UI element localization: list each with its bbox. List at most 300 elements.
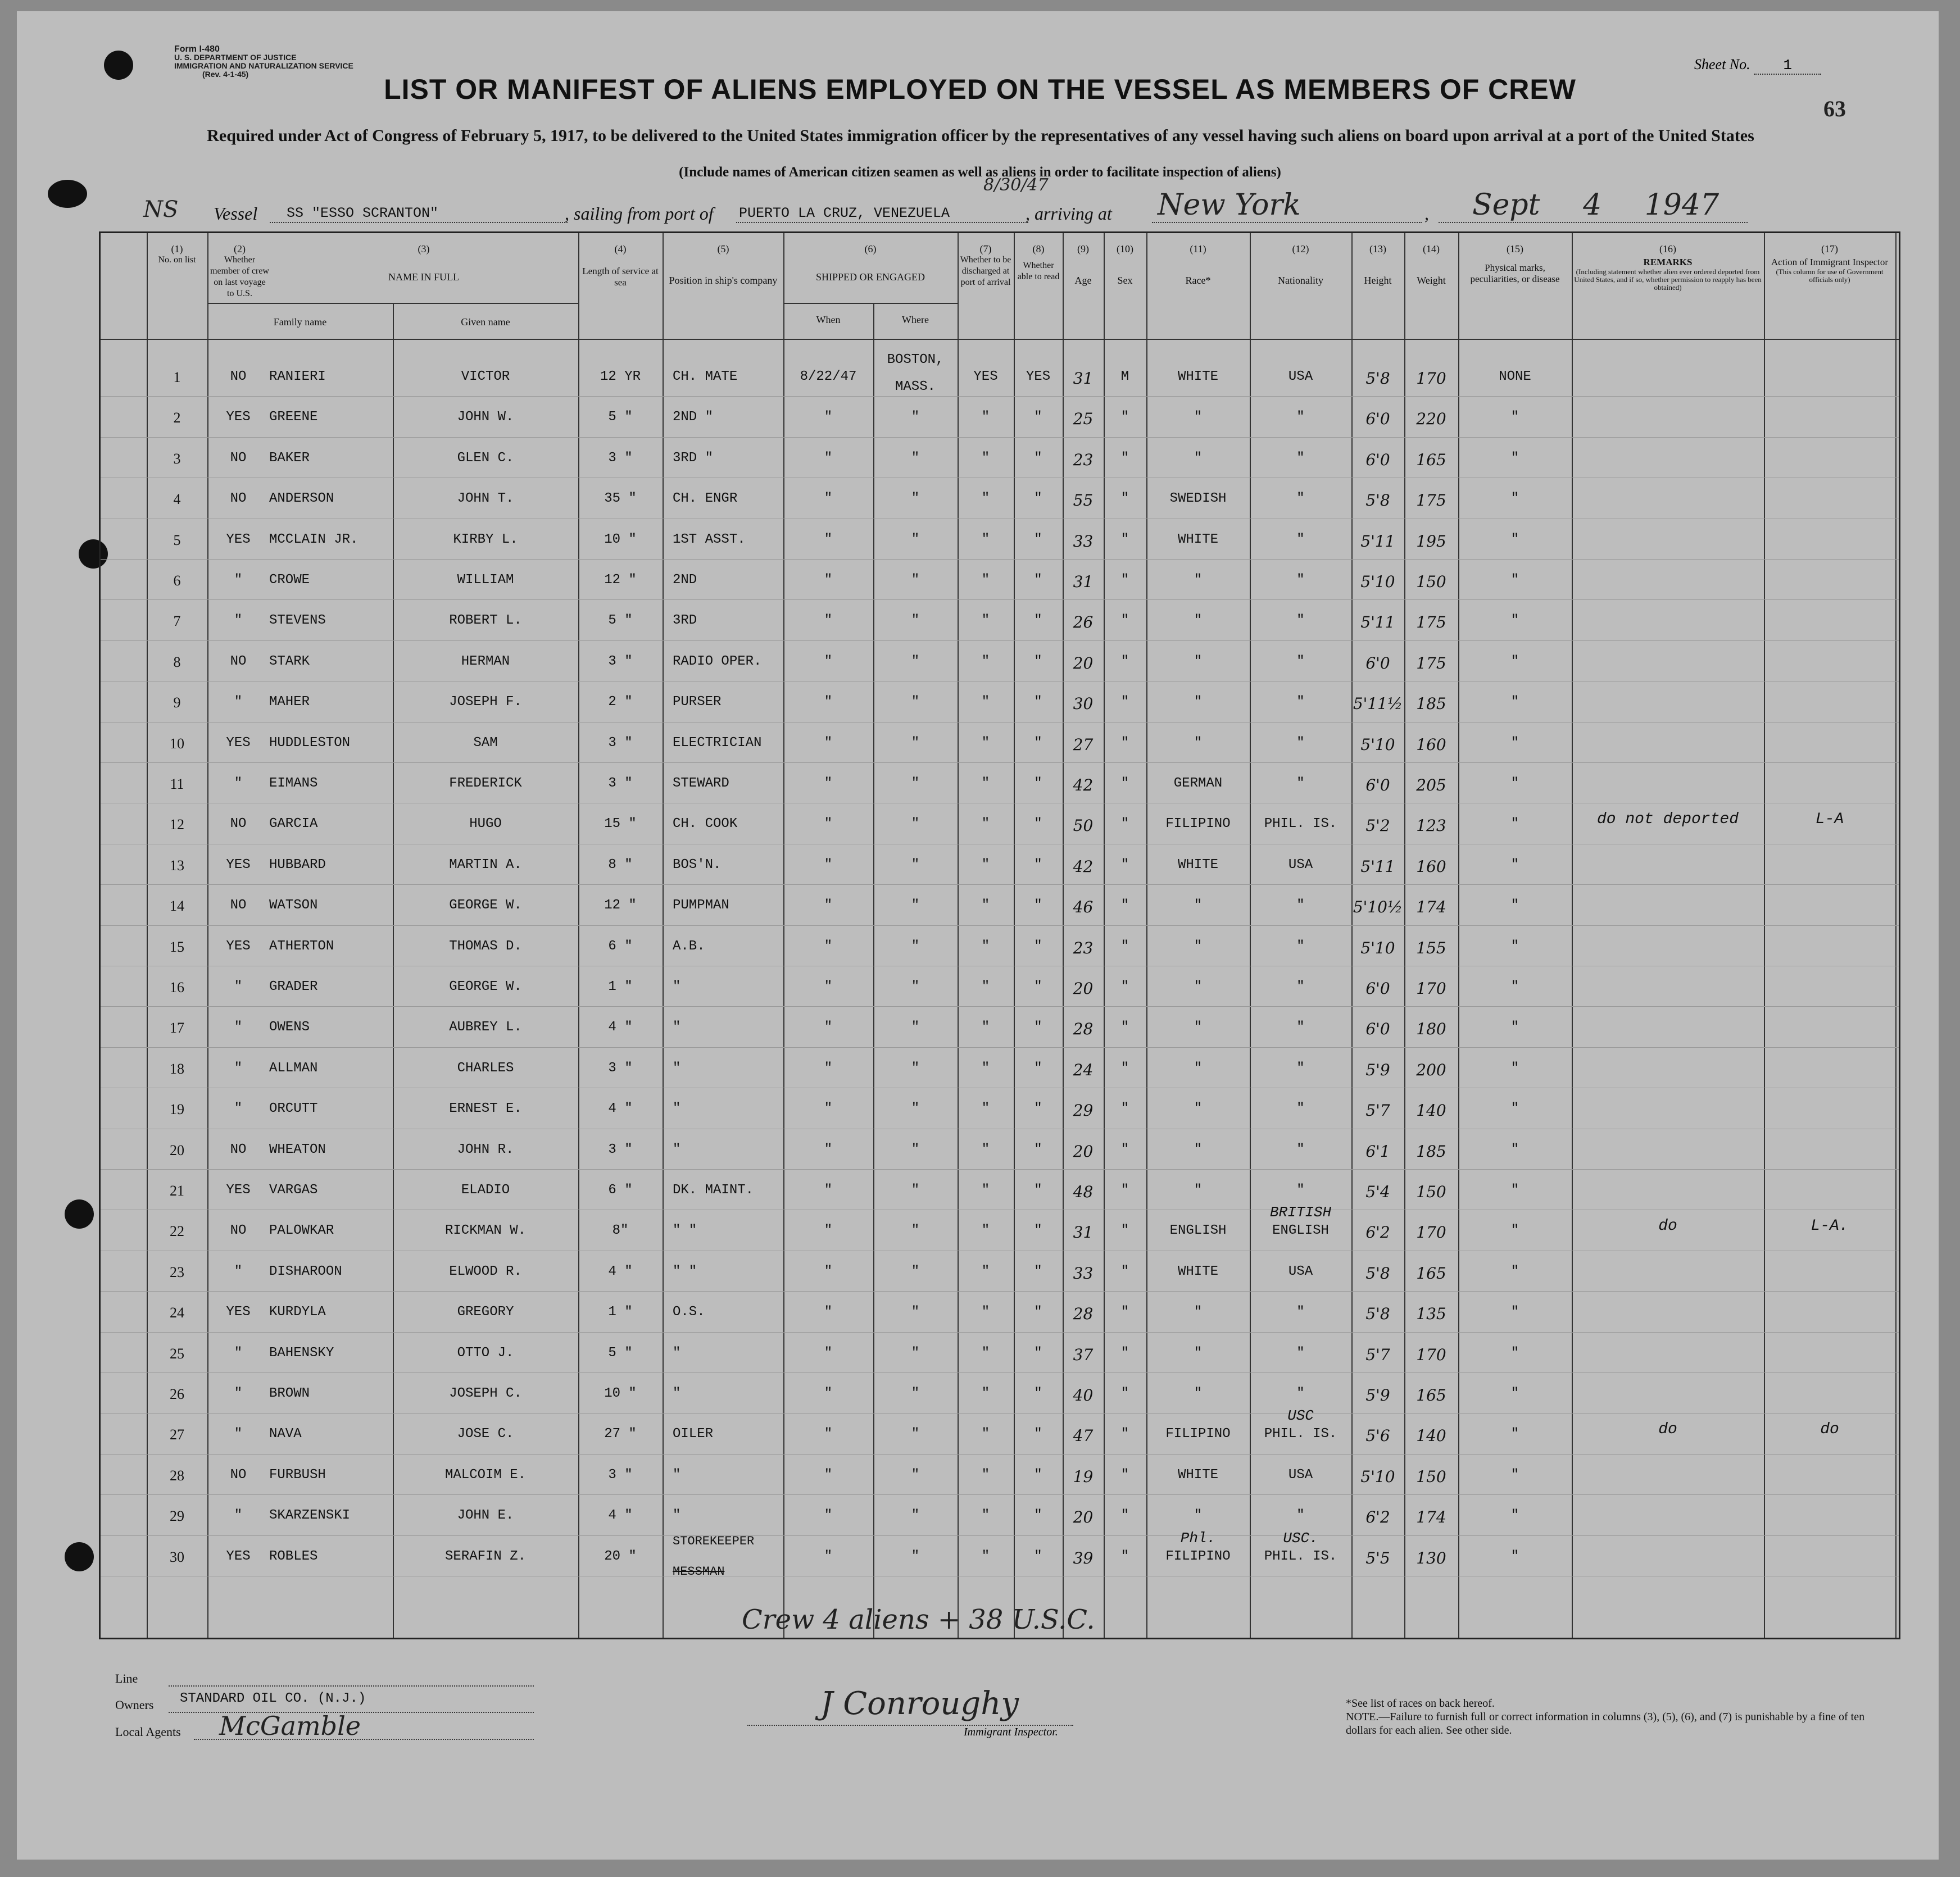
- cell-sex: ": [1120, 1142, 1129, 1157]
- cell-family: STARK: [269, 653, 310, 669]
- arrival-date-hand: Sept 4 1947: [1472, 188, 1719, 222]
- cell-where: ": [911, 531, 920, 547]
- cell-age: 24: [1073, 1060, 1094, 1079]
- owners-value: STANDARD OIL CO. (N.J.): [180, 1691, 366, 1706]
- cell-age: 55: [1073, 491, 1094, 510]
- cell-prior: ": [234, 979, 243, 994]
- cell-height: 5'5: [1365, 1548, 1390, 1567]
- cell-weight: 150: [1416, 1467, 1446, 1486]
- cell-when: ": [824, 410, 833, 425]
- cell-read: ": [1034, 1345, 1042, 1361]
- cell-service: 1 ": [608, 979, 633, 994]
- cell-disch: ": [981, 1508, 990, 1524]
- col3-given-header: Given name: [461, 316, 510, 328]
- cell-marks: ": [1510, 531, 1519, 547]
- sailing-label: , sailing from port of: [565, 203, 714, 224]
- cell-sex: ": [1120, 898, 1129, 913]
- table-row: [101, 887, 1899, 924]
- cell-marks: ": [1510, 857, 1519, 872]
- cell-age: 33: [1073, 531, 1094, 551]
- cell-read: ": [1034, 898, 1042, 913]
- cell-nat: ENGLISH: [1272, 1223, 1329, 1239]
- cell-race: ": [1194, 410, 1203, 425]
- cell-prior: YES: [226, 857, 251, 872]
- department: U. S. DEPARTMENT OF JUSTICE: [174, 53, 297, 62]
- cell-weight: 170: [1416, 1223, 1446, 1242]
- cell-given: GREGORY: [457, 1305, 514, 1320]
- cell-age: 25: [1073, 410, 1094, 429]
- cell-position: OILER: [673, 1426, 714, 1442]
- cell-marks: ": [1510, 1345, 1519, 1361]
- cell-read: ": [1034, 1548, 1042, 1564]
- cell-height: 5'10: [1360, 572, 1395, 591]
- table-row: [101, 1049, 1899, 1087]
- cell-race: ": [1194, 1305, 1203, 1320]
- cell-read: ": [1034, 1101, 1042, 1117]
- cell-no: 15: [170, 938, 184, 955]
- cell-disch: ": [981, 1142, 990, 1157]
- agents-hand: McGamble: [219, 1711, 361, 1741]
- cell-when: ": [824, 857, 833, 872]
- cell-read: ": [1034, 1020, 1042, 1035]
- binder-hole: [48, 180, 87, 208]
- line-label: Line: [115, 1671, 138, 1685]
- table-row: [101, 1529, 1899, 1579]
- cell-where: ": [911, 1223, 920, 1239]
- cell-sex: ": [1120, 613, 1129, 629]
- cell-prior: YES: [226, 531, 251, 547]
- cell-weight: 150: [1416, 1183, 1446, 1201]
- cell-position: 3RD: [673, 613, 697, 629]
- cell-given: JOHN E.: [457, 1508, 514, 1524]
- cell-race: ": [1194, 938, 1203, 954]
- cell-nat: ": [1296, 410, 1305, 425]
- cell-when: ": [824, 613, 833, 629]
- cell-age: 40: [1073, 1386, 1094, 1405]
- cell-prior: ": [234, 613, 243, 629]
- col15-header: (15) Physical marks, peculiarities, or disease: [1470, 243, 1560, 284]
- cell-disch: ": [981, 1264, 990, 1279]
- cell-sex: ": [1120, 857, 1129, 872]
- cell-given: GEORGE W.: [449, 979, 522, 994]
- cell-where: ": [911, 857, 920, 872]
- sheet-label: Sheet No.: [1694, 56, 1750, 72]
- cell-weight: 150: [1416, 572, 1446, 591]
- cell-weight: 220: [1416, 410, 1446, 429]
- cell-prior: NO: [230, 816, 247, 832]
- cell-weight: 130: [1416, 1548, 1446, 1567]
- cell-no: 27: [170, 1426, 184, 1443]
- cell-no: 23: [170, 1264, 184, 1280]
- cell-service: 10 ": [604, 1386, 637, 1401]
- cell-service: 3 ": [608, 735, 633, 751]
- cell-weight: 174: [1416, 1508, 1446, 1527]
- cell-service: 6 ": [608, 938, 633, 954]
- col9-header: (9) Age: [1074, 243, 1092, 286]
- table-row: [101, 602, 1899, 639]
- cell-service: 5 ": [608, 1345, 633, 1361]
- cell-nat: ": [1296, 531, 1305, 547]
- cell-race: FILIPINO: [1165, 816, 1231, 832]
- cell-height: 5'10: [1360, 735, 1395, 754]
- cell-service: 2 ": [608, 694, 633, 710]
- cell-no: 6: [173, 572, 181, 589]
- cell-race: FILIPINO: [1165, 1548, 1231, 1564]
- cell-read: ": [1034, 531, 1042, 547]
- cell-age: 20: [1073, 1508, 1094, 1527]
- cell-sex: ": [1120, 1467, 1129, 1483]
- cell-no: 28: [170, 1467, 184, 1484]
- cell-nat: USA: [1288, 1264, 1313, 1279]
- cell-sex: ": [1120, 1508, 1129, 1524]
- cell-position: 2ND ": [673, 410, 714, 425]
- cell-age: 27: [1073, 735, 1094, 754]
- cell-nat: ": [1296, 735, 1305, 751]
- vessel-label: Vessel: [214, 203, 258, 224]
- cell-given: SERAFIN Z.: [444, 1548, 527, 1564]
- cell-prior: NO: [230, 1467, 247, 1483]
- cell-sex: ": [1120, 1223, 1129, 1239]
- cell-nat: PHIL. IS.: [1264, 1548, 1337, 1564]
- table-row: [101, 1171, 1899, 1208]
- cell-sex: ": [1120, 1345, 1129, 1361]
- cell-position: BOS'N.: [673, 857, 722, 872]
- cell-service: 12 YR: [600, 369, 641, 384]
- cell-height: 6'1: [1365, 1142, 1390, 1161]
- cell-position: ": [673, 1345, 681, 1361]
- cell-family: CROWE: [269, 572, 310, 588]
- cell-race: ": [1194, 450, 1203, 466]
- binder-hole: [65, 1199, 94, 1229]
- cell-disch: ": [981, 1183, 990, 1198]
- cell-height: 5'9: [1365, 1060, 1390, 1079]
- cell-sex: ": [1120, 1548, 1129, 1564]
- cell-prior: YES: [226, 735, 251, 751]
- cell-where: ": [911, 1101, 920, 1117]
- cell-service: 1 ": [608, 1305, 633, 1320]
- cell-marks: ": [1510, 410, 1519, 425]
- cell-age: 46: [1073, 898, 1094, 917]
- cell-no: 29: [170, 1508, 184, 1525]
- cell-weight: 135: [1416, 1305, 1446, 1324]
- cell-where: ": [911, 1467, 920, 1483]
- cell-no: 19: [170, 1101, 184, 1118]
- cell-when: ": [824, 979, 833, 994]
- cell-sex: ": [1120, 1020, 1129, 1035]
- cell-when: ": [824, 653, 833, 669]
- col16-header: (16) REMARKS (Including statement whether alien ever ordered deported from United States, and if so, whether permission to reapply has been obtained): [1574, 243, 1762, 292]
- cell-height: 5'7: [1365, 1345, 1390, 1364]
- cell-height: 6'2: [1365, 1223, 1390, 1242]
- cell-family: VARGAS: [269, 1183, 318, 1198]
- cell-age: 33: [1073, 1264, 1094, 1283]
- cell-weight: 175: [1416, 491, 1446, 510]
- table-row: [101, 1456, 1899, 1493]
- cell-nat: ": [1296, 572, 1305, 588]
- table-row: [101, 1497, 1899, 1534]
- cell-prior: ": [234, 1020, 243, 1035]
- cell-race: ": [1194, 1386, 1203, 1401]
- service: IMMIGRATION AND NATURALIZATION SERVICE: [174, 61, 353, 70]
- cell-marks: ": [1510, 776, 1519, 791]
- cell-no: 12: [170, 816, 184, 833]
- cell-height: 5'10: [1360, 938, 1395, 957]
- cell-marks: ": [1510, 491, 1519, 507]
- cell-when: ": [824, 1305, 833, 1320]
- cell-age: 23: [1073, 938, 1094, 957]
- cell-prior: ": [234, 1386, 243, 1401]
- cell-given: ELWOOD R.: [449, 1264, 522, 1279]
- cell-action: L-A: [1815, 811, 1844, 829]
- cell-marks: ": [1510, 1101, 1519, 1117]
- table-row: [101, 805, 1899, 842]
- cell-height: 5'8: [1365, 1305, 1390, 1324]
- cell-nat: ": [1296, 1020, 1305, 1035]
- cell-service: 4 ": [608, 1020, 633, 1035]
- cell-disch: ": [981, 531, 990, 547]
- cell-where: ": [911, 1508, 920, 1524]
- cell-family: HUDDLESTON: [269, 735, 351, 751]
- cell-where: ": [911, 653, 920, 669]
- cell-weight: 165: [1416, 1264, 1446, 1283]
- nationality-hand-note: USC: [1287, 1407, 1314, 1425]
- cell-where: ": [911, 1305, 920, 1320]
- cell-given: JOHN W.: [457, 410, 514, 425]
- cell-prior: NO: [230, 1142, 247, 1157]
- col3-header: (3) NAME IN FULL: [388, 243, 459, 283]
- table-row: [101, 1008, 1899, 1046]
- cell-given: ROBERT L.: [449, 613, 522, 629]
- cell-disch: ": [981, 938, 990, 954]
- cell-where: ": [911, 979, 920, 994]
- cell-read: ": [1034, 1386, 1042, 1401]
- cell-service: 5 ": [608, 613, 633, 629]
- cell-family: NAVA: [269, 1426, 302, 1442]
- cell-no: 3: [173, 450, 181, 467]
- cell-weight: 175: [1416, 613, 1446, 632]
- cell-when: 8/22/47: [800, 369, 857, 384]
- table-row: [101, 352, 1899, 395]
- revision: (Rev. 4-1-45): [202, 70, 249, 79]
- cell-service: 12 ": [604, 572, 637, 588]
- cell-when: ": [824, 1386, 833, 1401]
- cell-prior: ": [234, 1345, 243, 1361]
- sailing-date-hand: 8/30/47: [983, 175, 1049, 195]
- cell-where: ": [911, 898, 920, 913]
- cell-family: BAKER: [269, 450, 310, 466]
- cell-when: ": [824, 1345, 833, 1361]
- cell-position: 3RD ": [673, 450, 714, 466]
- cell-marks: ": [1510, 694, 1519, 710]
- cell-service: 3 ": [608, 1142, 633, 1157]
- cell-given: HERMAN: [461, 653, 510, 669]
- cell-given: JOSEPH F.: [449, 694, 522, 710]
- cell-service: 35 ": [604, 491, 637, 507]
- table-row: [101, 398, 1899, 435]
- cell-remarks: do not deported: [1596, 811, 1739, 829]
- cell-prior: ": [234, 694, 243, 710]
- cell-no: 1: [173, 369, 181, 385]
- cell-when: ": [824, 1264, 833, 1279]
- cell-where: ": [911, 1426, 920, 1442]
- cell-nat: ": [1296, 1345, 1305, 1361]
- table-row: [101, 521, 1899, 558]
- arriving-label: , arriving at: [1026, 203, 1112, 224]
- cell-disch: ": [981, 1345, 990, 1361]
- cell-marks: ": [1510, 898, 1519, 913]
- cell-race: WHITE: [1177, 1264, 1218, 1279]
- cell-read: ": [1034, 1223, 1042, 1239]
- cell-position: A.B.: [673, 938, 705, 954]
- cell-read: ": [1034, 572, 1042, 588]
- form-number: Form I-480: [174, 44, 220, 54]
- page-title: LIST OR MANIFEST OF ALIENS EMPLOYED ON THE VESSEL AS MEMBERS OF CREW: [384, 74, 1576, 105]
- col6-when-header: When: [816, 314, 841, 325]
- cell-given: JOSE C.: [457, 1426, 514, 1442]
- cell-prior: YES: [226, 410, 251, 425]
- cell-age: 48: [1073, 1183, 1094, 1201]
- owners-label: Owners: [115, 1698, 154, 1712]
- cell-sex: ": [1120, 1060, 1129, 1076]
- cell-where: ": [911, 450, 920, 466]
- cell-when: ": [824, 491, 833, 507]
- cell-nat: ": [1296, 1305, 1305, 1320]
- cell-marks: ": [1510, 1020, 1519, 1035]
- cell-race: WHITE: [1177, 531, 1218, 547]
- cell-when: ": [824, 531, 833, 547]
- cell-where: ": [911, 938, 920, 954]
- cell-race: ": [1194, 653, 1203, 669]
- cell-height: 5'8: [1365, 369, 1390, 388]
- table-row: [101, 1293, 1899, 1330]
- cell-nat: ": [1296, 1183, 1305, 1198]
- cell-marks: ": [1510, 1223, 1519, 1239]
- cell-when: ": [824, 1183, 833, 1198]
- table-row: [101, 1090, 1899, 1127]
- cell-where: ": [911, 1548, 920, 1564]
- cell-disch: ": [981, 776, 990, 791]
- cell-race: ENGLISH: [1169, 1223, 1227, 1239]
- cell-disch: ": [981, 694, 990, 710]
- cell-sex: ": [1120, 1386, 1129, 1401]
- cell-age: 50: [1073, 816, 1094, 835]
- cell-service: 8 ": [608, 857, 633, 872]
- cell-read: ": [1034, 694, 1042, 710]
- cell-height: 5'6: [1365, 1426, 1390, 1446]
- cell-nat: ": [1296, 450, 1305, 466]
- table-row: [101, 480, 1899, 517]
- cell-family: FURBUSH: [269, 1467, 326, 1483]
- cell-race: ": [1194, 898, 1203, 913]
- cell-where: ": [911, 735, 920, 751]
- cell-height: 5'11: [1360, 857, 1395, 876]
- cell-family: WATSON: [269, 898, 318, 913]
- cell-prior: ": [234, 1508, 243, 1524]
- cell-height: 5'11: [1360, 613, 1395, 632]
- cell-service: 3 ": [608, 450, 633, 466]
- cell-nat: ": [1296, 938, 1305, 954]
- cell-when: ": [824, 572, 833, 588]
- race-note: *See list of races on back hereof.: [1346, 1697, 1495, 1710]
- cell-no: 18: [170, 1060, 184, 1077]
- cell-when: ": [824, 1142, 833, 1157]
- cell-no: 25: [170, 1345, 184, 1362]
- page-number: 63: [1823, 96, 1846, 121]
- cell-height: 6'0: [1365, 653, 1390, 672]
- cell-weight: 140: [1416, 1426, 1446, 1446]
- cell-when: ": [824, 1223, 833, 1239]
- cell-race: ": [1194, 1142, 1203, 1157]
- cell-marks: ": [1510, 572, 1519, 588]
- cell-prior: ": [234, 1060, 243, 1076]
- cell-read: ": [1034, 1467, 1042, 1483]
- cell-action: L-A.: [1811, 1217, 1849, 1235]
- cell-where: ": [911, 816, 920, 832]
- cell-disch: ": [981, 572, 990, 588]
- cell-nat: ": [1296, 898, 1305, 913]
- cell-nat: PHIL. IS.: [1264, 816, 1337, 832]
- cell-nat: PHIL. IS.: [1264, 1426, 1337, 1442]
- cell-nat: ": [1296, 1060, 1305, 1076]
- cell-race: ": [1194, 1060, 1203, 1076]
- cell-weight: 155: [1416, 938, 1446, 957]
- cell-read: ": [1034, 1426, 1042, 1442]
- cell-disch: ": [981, 1060, 990, 1076]
- col17-header: (17) Action of Immigrant Inspector (This column for use of Government officials only): [1771, 243, 1889, 284]
- cell-position: PURSER: [673, 694, 722, 710]
- cell-nat: ": [1296, 653, 1305, 669]
- cell-race: WHITE: [1177, 857, 1218, 872]
- cell-age: 31: [1073, 369, 1094, 388]
- cell-race: ": [1194, 979, 1203, 994]
- cell-family: ANDERSON: [269, 491, 334, 507]
- cell-given: OTTO J.: [457, 1345, 514, 1361]
- cell-no: 8: [173, 653, 181, 670]
- cell-service: 20 ": [604, 1548, 637, 1564]
- cell-prior: ": [234, 1101, 243, 1117]
- cell-where: ": [911, 1060, 920, 1076]
- cell-disch: ": [981, 735, 990, 751]
- cell-position: 2ND: [673, 572, 697, 588]
- table-row: [101, 561, 1899, 598]
- cell-age: 20: [1073, 979, 1094, 998]
- cell-given: HUGO: [469, 816, 502, 832]
- cell-marks: ": [1510, 450, 1519, 466]
- cell-position: PUMPMAN: [673, 898, 729, 913]
- col5-header: (5) Position in ship's company: [669, 243, 778, 286]
- cell-when: ": [824, 450, 833, 466]
- cell-service: 27 ": [604, 1426, 637, 1442]
- cell-position: ": [673, 1467, 681, 1483]
- cell-position: " ": [673, 1264, 697, 1279]
- cell-age: 42: [1073, 776, 1094, 794]
- cell-marks: ": [1510, 613, 1519, 629]
- cell-weight: 185: [1416, 1142, 1446, 1161]
- cell-race: ": [1194, 694, 1203, 710]
- cell-remarks: do: [1658, 1217, 1677, 1235]
- col1-header: (1) No. on list: [158, 243, 196, 265]
- cell-weight: 170: [1416, 979, 1446, 998]
- cell-position: O.S.: [673, 1305, 705, 1320]
- cell-weight: 174: [1416, 898, 1446, 917]
- cell-height: 5'7: [1365, 1101, 1390, 1120]
- cell-height: 5'10½: [1353, 898, 1403, 917]
- table-row: [101, 846, 1899, 883]
- cell-service: 8": [612, 1223, 629, 1239]
- table-row: [101, 968, 1899, 1005]
- cell-where: ": [911, 1020, 920, 1035]
- cell-race: WHITE: [1177, 1467, 1218, 1483]
